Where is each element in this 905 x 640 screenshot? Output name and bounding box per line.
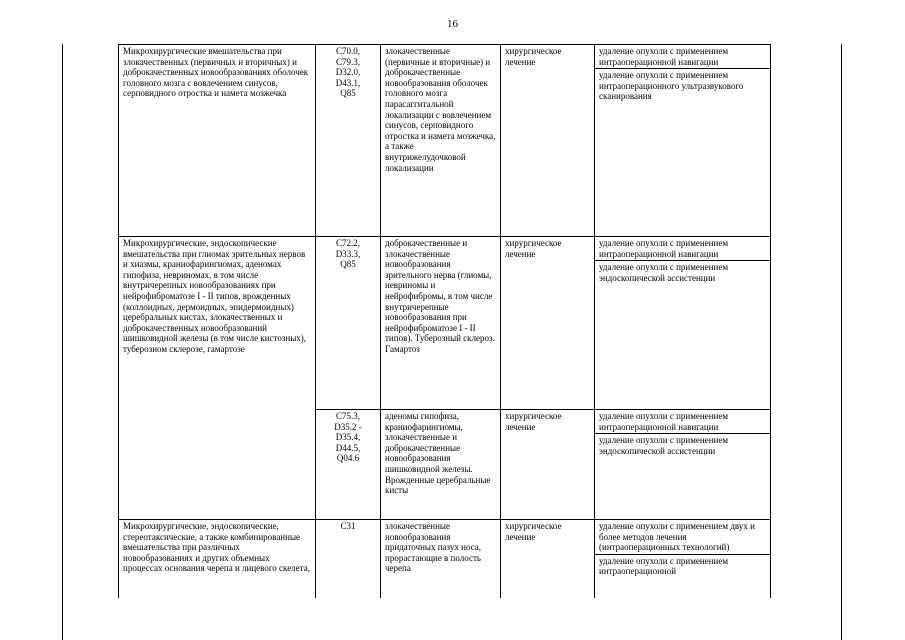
icd-code: C70.0, xyxy=(335,46,360,56)
icd-code: D44.5, xyxy=(335,442,361,453)
method-item: удаление опухоли с применением интраоперационного ультразвукового сканирования xyxy=(599,70,744,102)
icd-codes-cell xyxy=(316,520,381,598)
page-number: 16 xyxy=(447,18,458,30)
method-item: удаление опухоли с применением интраоперационной навигации xyxy=(595,410,770,434)
method-item: удаление опухоли с применением интраоперационной навигации xyxy=(595,45,770,69)
method-item: удаление опухоли с применением эндоскопической ассистенции xyxy=(599,262,729,283)
icd-codes-cell xyxy=(316,45,381,237)
table-row xyxy=(119,45,771,237)
methods-cell xyxy=(595,520,771,598)
diagnosis-cell: аденомы гипофиза, краниофарингиомы, злокачественные и доброкачественные новообразования шишковидной железы. Врожденные церебральные кисты xyxy=(381,410,501,520)
table-row xyxy=(119,237,771,410)
icd-code: D33.3, xyxy=(335,248,361,259)
methods-cell xyxy=(595,45,771,237)
icd-codes-cell xyxy=(316,237,381,410)
methods-cell xyxy=(595,237,771,410)
method-item: удаление опухоли с применением интраоперационной xyxy=(599,555,729,577)
right-margin-line xyxy=(841,44,842,640)
icd-code: D35.2 - xyxy=(334,421,362,432)
intervention-cell: Микрохирургические, эндоскопические, стереотаксические, а также комбинированные вмешательства при различных новообразованиях и других объемных процессах основания черепа и лицевого скелета, xyxy=(119,520,316,598)
treatment-cell: хирургическое лечение xyxy=(501,237,595,410)
table-row xyxy=(119,520,771,598)
treatment-cell: хирургическое лечение xyxy=(501,410,595,520)
method-item: удаление опухоли с применением интраоперационной навигации xyxy=(595,237,770,261)
icd-code: Q04.6 xyxy=(336,453,360,464)
procedures-table xyxy=(118,44,771,598)
icd-code: Q85 xyxy=(340,259,356,270)
method-item: удаление опухоли с применением двух и более методов лечения (интраоперационных технологий) xyxy=(595,520,770,555)
icd-code: C31 xyxy=(340,521,356,531)
icd-code: D32.0, xyxy=(335,67,361,78)
treatment-cell: хирургическое лечение xyxy=(501,520,595,598)
icd-code: Q85 xyxy=(340,88,356,99)
left-margin-line xyxy=(62,44,63,640)
icd-code: C75.3, xyxy=(335,411,360,421)
icd-code: D43.1, xyxy=(335,77,361,88)
icd-code: C72.2, xyxy=(335,238,360,248)
intervention-cell: Микрохирургические вмешательства при злокачественных (первичных и вторичных) и доброкачественных новообразованиях оболочек головного мозга с вовлечением синусов, серповидного отростка и намета мозжечка xyxy=(119,45,316,237)
icd-code: C79.3, xyxy=(335,56,360,67)
treatment-cell: хирургическое лечение xyxy=(501,45,595,237)
icd-code: D35.4, xyxy=(335,432,361,443)
intervention-cell: Микрохирургические, эндоскопические вмешательства при глиомах зрительных нервов и хиазмы, краниофарингиомах, аденомах гипофиза, невриномах, в том числе внутричерепных новообразованиях при нейрофиброматозе I - II типов, врожденных (коллоидных, дермоидных, эпидермоидных) церебральных кистах, злокачественных и доброкачественных новообразований шишковидной железы (в том числе кистозных), туберозном склерозе, гамартозе xyxy=(119,237,316,520)
methods-cell xyxy=(595,410,771,520)
diagnosis-cell: доброкачественные и злокачественные новообразования зрительного нерва (глиомы, невриномы и нейрофибромы, в том числе внутричерепные новообразования при нейрофиброматозе I - II типов). Туберозный склероз. Гамартоз xyxy=(381,237,501,410)
method-item: удаление опухоли с применением эндоскопической ассистенции xyxy=(599,435,729,456)
icd-codes-cell xyxy=(316,410,381,520)
diagnosis-cell: злокачественные (первичные и вторичные) и доброкачественные новообразования оболочек головного мозга парасаггитальной локализации с вовлечением синусов, серповидного отростка и намета мозжечка, а также внутрижелудочковой локализации xyxy=(381,45,501,237)
diagnosis-cell: злокачественные новообразования придаточных пазух носа, прорастающие в полость черепа xyxy=(381,520,501,598)
